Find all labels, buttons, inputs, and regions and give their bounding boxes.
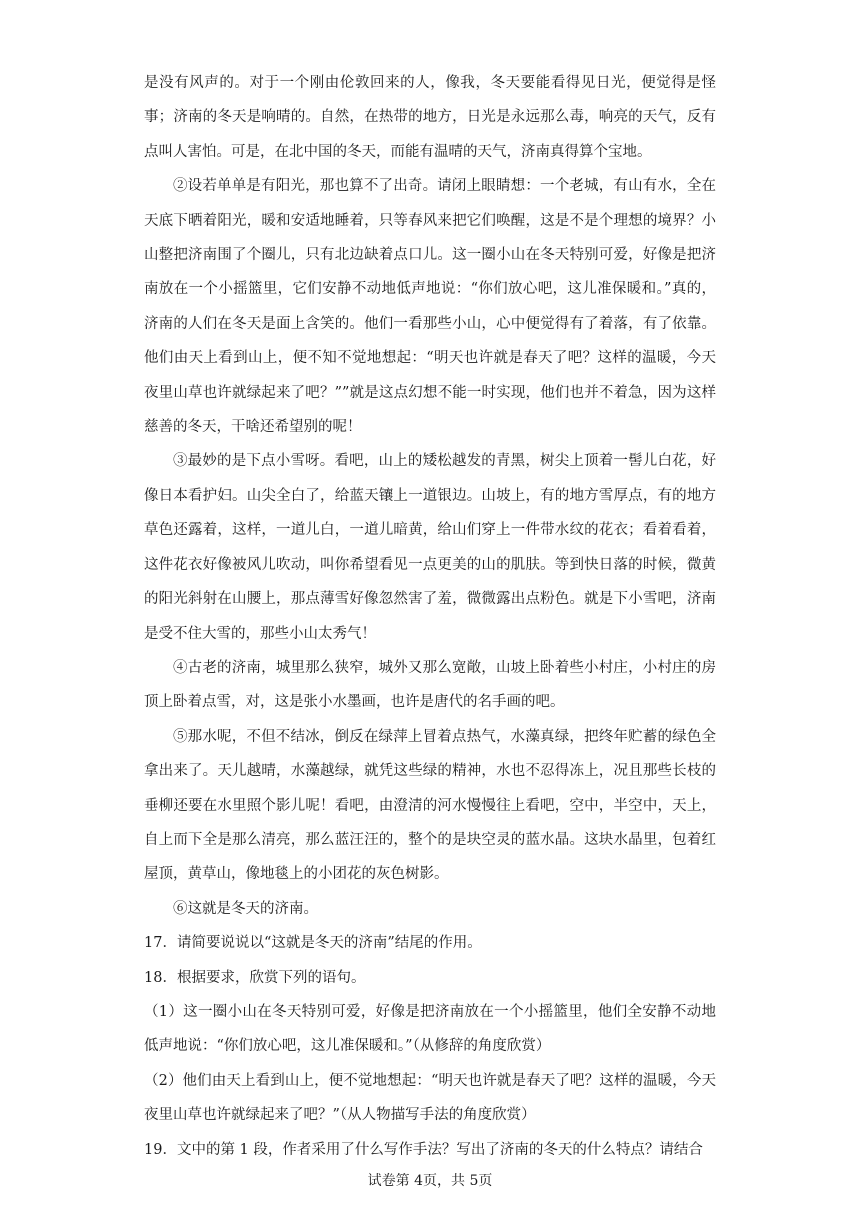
passage-paragraph-2: ②设若单单是有阳光，那也算不了出奇。请闭上眼睛想：一个老城，有山有水，全在天底下晒着阳光，暖和安适地睡着，只等春风来把它们唤醒，这是不是个理想的境界？小山整把济南围了个圈儿，只有北边缺着点口儿。这一圈小山在冬天特别可爱，好像是把济南放在一个小摇篮里，它们安静不动地低声地说：“你们放心吧，这儿准保暖和。”真的，济南的人们在冬天是面上含笑的。他们一看那些小山，心中便觉得有了着落，有了依靠。他们由天上看到山上，便不知不觉地想起：“明天也许就是春天了吧？这样的温暖，今天夜里山草也许就绿起来了吧？””就是这点幻想不能一时实现，他们也并不着急，因为这样慈善的冬天，干啥还希望别的呢！: [144, 178, 716, 436]
question-18-part-2: （2）他们由天上看到山上，便不觉地想起：“明天也许就是春天了吧？这样的温暖，今天夜里山草也许就绿起来了吧？”（从人物描写手法的角度欣赏）: [144, 1072, 716, 1124]
question-19: 19．文中的第 1 段，作者采用了什么写作手法？写出了济南的冬天的什么特点？请结合: [144, 1141, 703, 1158]
question-18-part-1: （1）这一圈小山在冬天特别可爱，好像是把济南放在一个小摇篮里，他们全安静不动地低声地说：“你们放心吧，这儿准保暖和。”（从修辞的角度欣赏）: [144, 1003, 716, 1055]
question-17: 17．请简要说说以“这就是冬天的济南”结尾的作用。: [144, 935, 482, 952]
passage-paragraph-4: ④古老的济南，城里那么狭窄，城外又那么宽敞，山坡上卧着些小村庄，小村庄的房顶上卧着点雪，对，这是张小水墨画，也许是唐代的名手画的吧。: [144, 659, 716, 711]
page-content: [144, 66, 716, 1167]
question-18: 18．根据要求，欣赏下列的语句。: [144, 969, 366, 986]
passage-paragraph-6: ⑥这就是冬天的济南。: [173, 900, 318, 917]
page-footer: 试卷第 4页，共 5页: [367, 1173, 493, 1189]
passage-paragraph-3: ③最妙的是下点小雪呀。看吧，山上的矮松越发的青黑，树尖上顶着一髻儿白花，好像日本看护妇。山尖全白了，给蓝天镶上一道银边。山坡上，有的地方雪厚点，有的地方草色还露着，这样，一道儿白，一道儿暗黄，给山们穿上一件带水纹的花衣；看着看着，这件花衣好像被风儿吹动，叫你希望看见一点更美的山的肌肤。等到快日落的时候，微黄的阳光斜射在山腰上，那点薄雪好像忽然害了羞，微微露出点粉色。就是下小雪吧，济南是受不住大雪的，那些小山太秀气！: [144, 453, 716, 642]
passage-paragraph-5: ⑤那水呢，不但不结冰，倒反在绿萍上冒着点热气，水藻真绿，把终年贮蓄的绿色全拿出来了。天儿越晴，水藻越绿，就凭这些绿的精神，水也不忍得冻上，况且那些长枝的垂柳还要在水里照个影儿呢！看吧，由澄清的河水慢慢往上看吧，空中，半空中，天上，自上而下全是那么清亮，那么蓝汪汪的，整个的是块空灵的蓝水晶。这块水晶里，包着红屋顶，黄草山，像地毯上的小团花的灰色树影。: [144, 728, 716, 883]
passage-paragraph-1-tail: 是没有风声的。对于一个刚由伦敦回来的人，像我，冬天要能看得见日光，便觉得是怪事；济南的冬天是响晴的。自然，在热带的地方，日光是永远那么毒，响亮的天气，反有点叫人害怕。可是，在北中国的冬天，而能有温晴的天气，济南真得算个宝地。: [144, 75, 716, 160]
